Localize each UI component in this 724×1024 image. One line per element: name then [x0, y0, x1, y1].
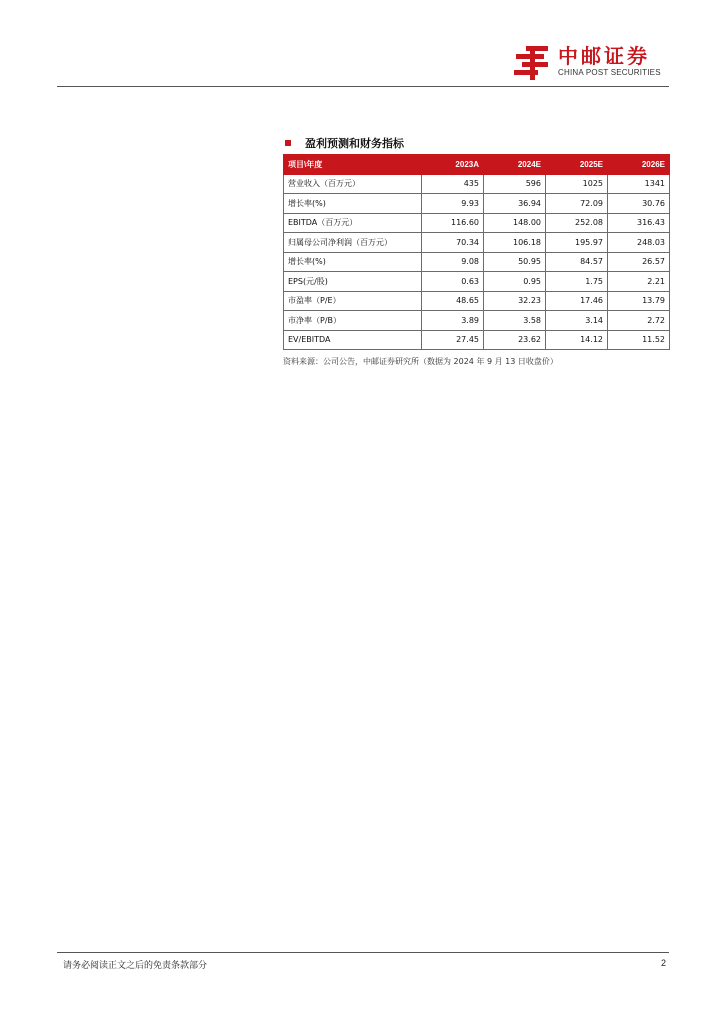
- table-cell: 36.94: [484, 194, 546, 214]
- footer-divider: [57, 952, 669, 953]
- header-cell-2026e: 2026E: [608, 155, 670, 175]
- table-cell: 13.79: [608, 291, 670, 311]
- row-label: EPS(元/股): [284, 272, 422, 292]
- china-post-logo-icon: [512, 44, 554, 82]
- table-cell: 0.63: [422, 272, 484, 292]
- table-row: [284, 311, 670, 331]
- table-cell: 195.97: [546, 233, 608, 253]
- table-cell: 84.57: [546, 252, 608, 272]
- table-cell: 435: [422, 174, 484, 194]
- table-cell: 316.43: [608, 213, 670, 233]
- table-row: [284, 194, 670, 214]
- row-label: EV/EBITDA: [284, 330, 422, 350]
- table-cell: 26.57: [608, 252, 670, 272]
- header-divider: [57, 86, 669, 87]
- table-row: [284, 174, 670, 194]
- row-label: 市净率（P/B）: [284, 311, 422, 331]
- header-cell-2025e: 2025E: [546, 155, 608, 175]
- footer-disclaimer: 请务必阅读正文之后的免责条款部分: [63, 961, 208, 971]
- table-cell: 32.23: [484, 291, 546, 311]
- table-cell: 148.00: [484, 213, 546, 233]
- row-label: EBITDA（百万元）: [284, 213, 422, 233]
- table-cell: 0.95: [484, 272, 546, 292]
- table-row: [284, 252, 670, 272]
- table-cell: 50.95: [484, 252, 546, 272]
- table-row: [284, 233, 670, 253]
- header-cell-item: 项目\年度: [284, 155, 422, 175]
- table-cell: 70.34: [422, 233, 484, 253]
- table-cell: 17.46: [546, 291, 608, 311]
- table-cell: 106.18: [484, 233, 546, 253]
- table-cell: 23.62: [484, 330, 546, 350]
- company-logo: [512, 44, 672, 82]
- table-cell: 3.58: [484, 311, 546, 331]
- table-cell: 14.12: [546, 330, 608, 350]
- table-row: [284, 291, 670, 311]
- table-cell: 1025: [546, 174, 608, 194]
- financial-forecast-table: [283, 154, 670, 350]
- section-title: 盈利预测和财务指标: [305, 137, 404, 150]
- forecast-section: [283, 136, 669, 367]
- table-cell: 30.76: [608, 194, 670, 214]
- square-bullet-icon: [285, 140, 291, 146]
- source-note: 资料来源：公司公告，中邮证券研究所（数据为 2024 年 9 月 13 日收盘价）: [283, 357, 558, 366]
- table-cell: 11.52: [608, 330, 670, 350]
- row-label: 增长率(%): [284, 252, 422, 272]
- table-cell: 116.60: [422, 213, 484, 233]
- table-cell: 3.14: [546, 311, 608, 331]
- table-cell: 2.72: [608, 311, 670, 331]
- table-cell: 1341: [608, 174, 670, 194]
- table-cell: 248.03: [608, 233, 670, 253]
- table-cell: 27.45: [422, 330, 484, 350]
- section-heading: [283, 136, 669, 150]
- row-label: 市盈率（P/E）: [284, 291, 422, 311]
- row-label: 归属母公司净利润（百万元）: [284, 233, 422, 253]
- table-row: [284, 272, 670, 292]
- table-cell: 72.09: [546, 194, 608, 214]
- header-cell-2024e: 2024E: [484, 155, 546, 175]
- table-row: [284, 213, 670, 233]
- page-number: 2: [660, 958, 666, 968]
- table-row: [284, 330, 670, 350]
- table-cell: 596: [484, 174, 546, 194]
- table-cell: 9.93: [422, 194, 484, 214]
- table-cell: 1.75: [546, 272, 608, 292]
- row-label: 营业收入（百万元）: [284, 174, 422, 194]
- table-header-row: [284, 155, 670, 175]
- table-cell: 3.89: [422, 311, 484, 331]
- brand-name-cn: 中邮证券: [558, 44, 650, 68]
- table-cell: 9.08: [422, 252, 484, 272]
- header-cell-2023a: 2023A: [422, 155, 484, 175]
- brand-name-en: CHINA POST SECURITIES: [558, 68, 661, 77]
- table-cell: 2.21: [608, 272, 670, 292]
- row-label: 增长率(%): [284, 194, 422, 214]
- table-cell: 48.65: [422, 291, 484, 311]
- table-cell: 252.08: [546, 213, 608, 233]
